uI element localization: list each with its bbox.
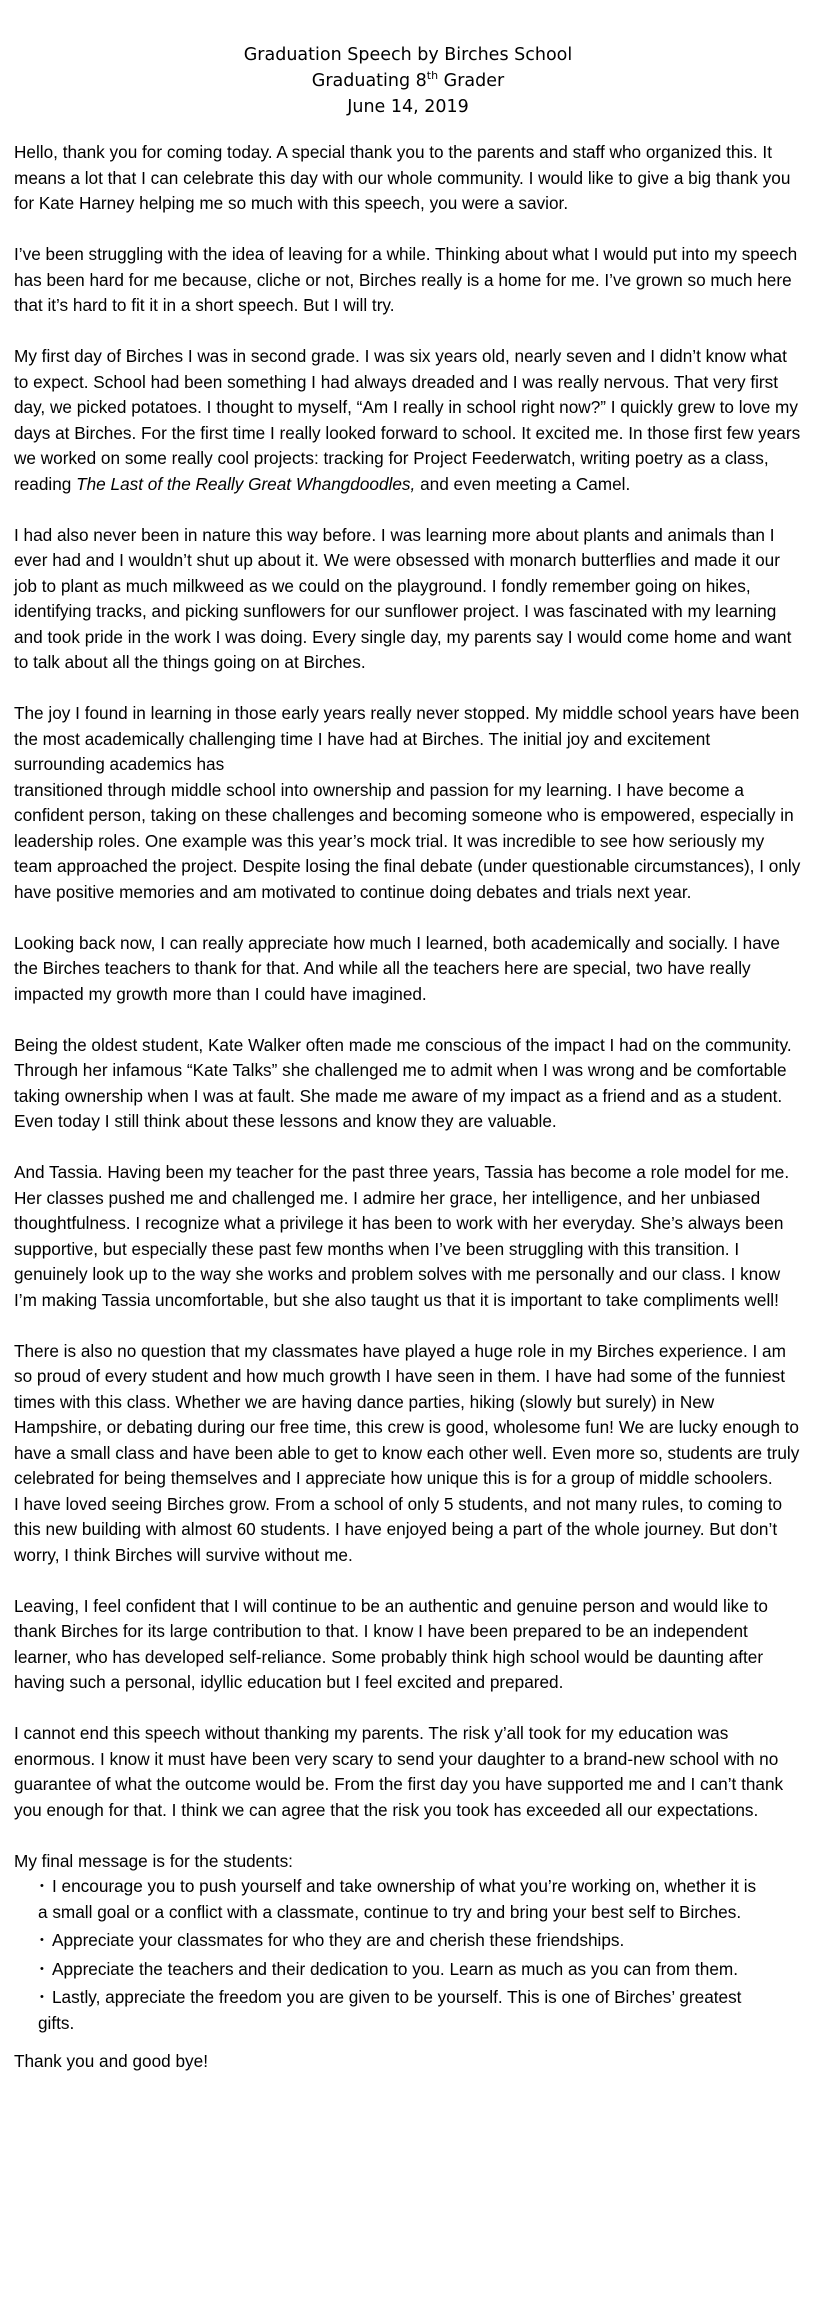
paragraph-classmates: There is also no question that my classmates have played a huge role in my Birches experience. I am so proud of every student and how much growth I have seen in them. I have had some of the funniest times with this class. Whether we are having dance parties, hiking (slowly but surely) in New Hampshire, or debating during our free time, this crew is good, wholesome fun! We are lucky enough to have a small class and have been able to get to know each other well. Even more so, students are truly celebrated for being themselves and I appreciate how unique this is for a group of middle schoolers. [14, 1340, 800, 1488]
grader-superscript: th [426, 69, 439, 82]
first-day-text: My first day of Birches I was in second grade. I was six years old, nearly seven and I didn’t know what to expect. School had been something I had always dreaded and I was really nervous. That very first day, we picked potatoes. I thought to myself, “Am I really in school right now?” I quickly grew to love my days at Birches. For the first time I really looked forward to school. It excited me. In those first few years we worked on some really cool projects: tracking for Project Feederwatch, writing poetry as a class, reading [14, 346, 801, 494]
paragraph-leaving: Leaving, I feel confident that I will continue to be an authentic and genuine person and would like to thank Birches for its large contribution to that. I know I have been prepared to be an independent learner, who has developed self-reliance. Some probably think high school would be daunting after having such a personal, idyllic education but I feel excited and prepared. [14, 1595, 768, 1692]
bullet-text: Appreciate the teachers and their dedication to you. Learn as much as you can from them. [52, 1958, 738, 1979]
graduating-grader-line [0, 68, 816, 94]
bullet-text: Appreciate your classmates for who they are and cherish these friendships. [52, 1930, 625, 1950]
paragraph-greeting: Hello, thank you for coming today. A special thank you to the parents and staff who organized this. It means a lot that I can celebrate this day with our whole community. I would like to give a big thank you for Kate Harney helping me so much with this speech, you were a savior. [14, 142, 791, 213]
list-item [14, 1928, 758, 1954]
bullet-text: I encourage you to push yourself and take ownership of what you’re working on, whether it is a small goal or a conflict with a classmate, continue to try and bring your best self to Birches. [38, 1876, 757, 1922]
paragraph-first-day [14, 344, 804, 497]
bullet-text: Lastly, appreciate the freedom you are given to be yourself. This is one of Birches’ greatest gifts. [38, 1987, 742, 2033]
bullet-icon: • [40, 1991, 44, 2003]
paragraph-joy-part-1: The joy I found in learning in those early years really never stopped. My middle school years have been the most academically challenging time I have had at Birches. The initial joy and excitement surrounding academics has [14, 703, 800, 774]
grader-prefix: Graduating 8 [311, 71, 427, 91]
document-title: Graduation Speech by Birches School [243, 45, 573, 65]
paragraph-parents: I cannot end this speech without thanking my parents. The risk y’all took for my education was enormous. I know it must have been very scary to send your daughter to a brand-new school with no guarantee of what the outcome would be. From the first day you have supported me and I can’t thank you enough for that. I think we can agree that the risk you took has exceeded all our expectations. [14, 1723, 784, 1820]
bullet-icon: • [40, 1934, 44, 1946]
bullet-icon: • [40, 1962, 44, 1975]
list-item [14, 1957, 758, 1983]
book-title: The Last of the Really Great Whangdoodles, [76, 473, 416, 494]
speech-body [14, 140, 804, 2075]
document-header [0, 42, 816, 120]
bullet-list [14, 1874, 804, 2036]
grader-suffix: Grader [438, 71, 505, 91]
paragraph-tassia: And Tassia. Having been my teacher for the past three years, Tassia has become a role model for me. Her classes pushed me and challenged me. I admire her grace, her intelligence, and her unbiased thoughtfulness. I recognize what a privilege it has been to work with her everyday. She’s always been supportive, but especially these past few months when I’ve been struggling with this transition. I genuinely look up to the way she works and problem solves with me personally and our class. I know I’m making Tassia uncomfortable, but she also taught us that it is important to take compliments well! [14, 1162, 790, 1310]
paragraph-looking-back: Looking back now, I can really appreciate how much I learned, both academically and socially. I have the Birches teachers to thank for that. And while all the teachers here are special, two have really impacted my growth more than I could have imagined. [14, 932, 780, 1004]
bullet-icon: • [40, 1880, 44, 1892]
closing-line: Thank you and good bye! [14, 2051, 208, 2071]
list-item [14, 1985, 758, 2036]
paragraph-joy-part-2: transitioned through middle school into ownership and passion for my learning. I have become a confident person, taking on these challenges and becoming someone who is empowered, especially in leadership roles. One example was this year’s mock trial. It was incredible to see how seriously my team approached the project. Despite losing the final debate (under questionable circumstances), I only have positive memories and am motivated to continue doing debates and trials next year. [14, 779, 801, 902]
speech-date: June 14, 2019 [347, 97, 469, 117]
first-day-ending: and even meeting a Camel. [415, 473, 631, 494]
paragraph-struggling: I’ve been struggling with the idea of leaving for a while. Thinking about what I would put into my speech has been hard for me because, cliche or not, Birches really is a home for me. I’ve grown so much here that it’s hard to fit it in a short speech. But I will try. [14, 244, 798, 315]
paragraph-kate-walker: Being the oldest student, Kate Walker often made me conscious of the impact I had on the community. Through her infamous “Kate Talks” she challenged me to admit when I was wrong and be comfortable taking ownership when I was at fault. She made me aware of my impact as a friend and as a student. Even today I still think about these lessons and know they are valuable. [14, 1034, 792, 1131]
list-item [14, 1874, 758, 1925]
paragraph-nature: I had also never been in nature this way before. I was learning more about plants and animals than I ever had and I wouldn’t shut up about it. We were obsessed with monarch butterflies and made it our job to plant as much milkweed as we could on the playground. I fondly remember going on hikes, identifying tracks, and picking sunflowers for our sunflower project. I was fascinated with my learning and took pride in the work I was doing. Every single day, my parents say I would come home and want to talk about all the things going on at Birches. [14, 524, 792, 672]
paragraph-final-message: My final message is for the students: [14, 1850, 293, 1871]
paragraph-birches-grow: I have loved seeing Birches grow. From a school of only 5 students, and not many rules, to coming to this new building with almost 60 students. I have enjoyed being a part of the whole journey. But don’t worry, I think Birches will survive without me. [14, 1493, 783, 1565]
